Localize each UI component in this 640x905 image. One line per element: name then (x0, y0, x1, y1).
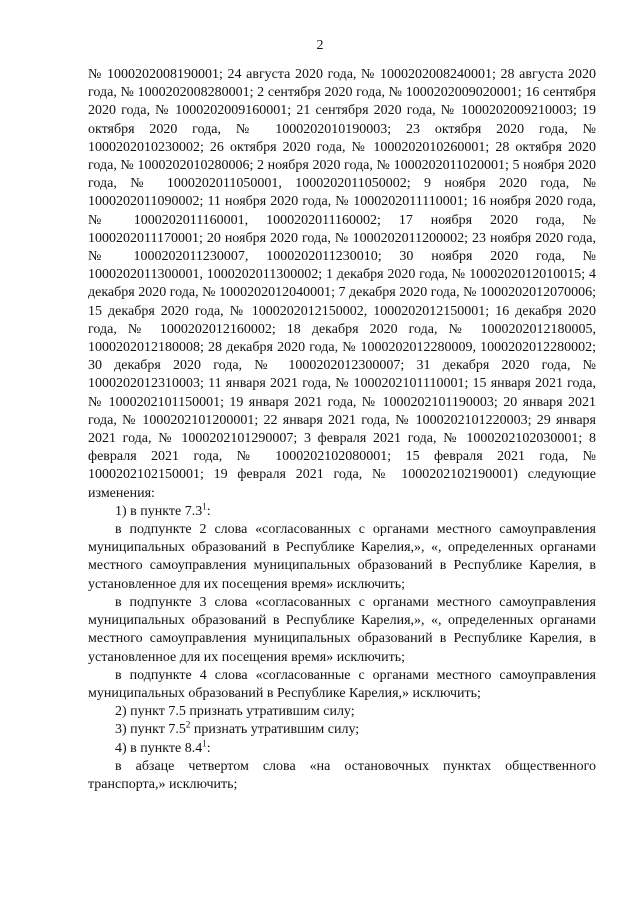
item-3-text: 3) пункт 7.5 (115, 722, 186, 738)
item-1-text: 1) в пункте 7.3 (115, 503, 203, 519)
item-4-text: 4) в пункте 8.4 (115, 740, 203, 756)
item-1-tail: : (206, 503, 211, 519)
paragraph-subpoint-2: в подпункте 2 слова «согласованных с органами местного самоуправления муниципальных образований в Республике Карелия,», «, определенных органами местного самоуправления муниципальных образований в Республике Карелия, в установленное для их посещения время» исключить; (88, 522, 596, 592)
paragraph-item-1 (88, 503, 596, 521)
item-3-tail: признать утратившим силу; (190, 722, 360, 738)
item-3-superscript: 2 (185, 719, 191, 730)
paragraph-item-3 (88, 721, 596, 739)
item-4-superscript: 1 (202, 737, 207, 748)
paragraph-item-4 (88, 737, 596, 758)
item-4-tail: : (206, 740, 211, 756)
paragraph-subpoint-3: в подпункте 3 слова «согласованных с органами местного самоуправления муниципальных образований в Республике Карелия,», «, определенных органами местного самоуправления муниципальных образований в Республике Карелия, в установленное для их посещения время» исключить; (88, 594, 596, 665)
page-number: 2 (316, 38, 324, 53)
paragraph-subpoint-4: в подпункте 4 слова «согласованные с органами местного самоуправления муниципальных образований в Республике Карелия,» исключить; (88, 667, 596, 701)
paragraph-dates-list: № 1000202008190001; 24 августа 2020 года, № 1000202008240001; 28 августа 2020 года, № 1000202008280001; 2 сентября 2020 года, № 1000202009020001; 16 сентября 2020 года, № 1000202009160001; 21 сентября 2020 года, № 1000202009210003; 19 октября 2020 года, № 1000202010190003; 23 октября 2020 года, № 1000202010230002; 26 октября 2020 года, № 1000202010260001; 28 октября 2020 года, № 1000202010280006; 2 ноября 2020 года, № 1000202011020001; 5 ноября 2020 года, № 1000202011050001, 1000202011050002; 9 ноября 2020 года, № 1000202011090002; 11 ноября 2020 года, № 1000202011110001; 16 ноября 2020 года, № 1000202011160001, 1000202011160002; 17 ноября 2020 года, № 1000202011170001; 20 ноября 2020 года, № 1000202011200002; 23 ноября 2020 года, № 1000202011230007, 1000202011230010; 30 ноября 2020 года, № 1000202011300001, 1000202011300002; 1 декабря 2020 года, № 1000202012010015; 4 декабря 2020 года, № 1000202012040001; 7 декабря 2020 года, № 1000202012070006; 15 декабря 2020 года, № 1000202012150002, 1000202012150001; 16 декабря 2020 года, № 1000202012160002; 18 декабря 2020 года, № 1000202012180005, 1000202012180008; 28 декабря 2020 года, № 1000202012280009, 1000202012280002; 30 декабря 2020 года, № 1000202012300007; 31 декабря 2020 года, № 1000202012310003; 11 января 2021 года, № 1000202101110001; 15 января 2021 года, № 1000202101150001; 19 января 2021 года, № 1000202101190003; 20 января 2021 года, № 1000202101200001; 22 января 2021 года, № 1000202101220003; 29 января 2021 года, № 1000202101290007; 3 февраля 2021 года, № 1000202102030001; 8 февраля 2021 года, № 1000202102080001; 15 февраля 2021 года, № 1000202102150001; 19 февраля 2021 года, № 1000202102190001) следующие изменения: (88, 67, 596, 501)
paragraph-fourth-clause: в абзаце четвертом слова «на остановочных пунктах общественного транспорта,» исключить; (88, 758, 596, 792)
document-body (88, 66, 596, 794)
paragraph-item-2: 2) пункт 7.5 признать утратившим силу; (115, 704, 355, 720)
item-1-superscript: 1 (202, 501, 207, 512)
